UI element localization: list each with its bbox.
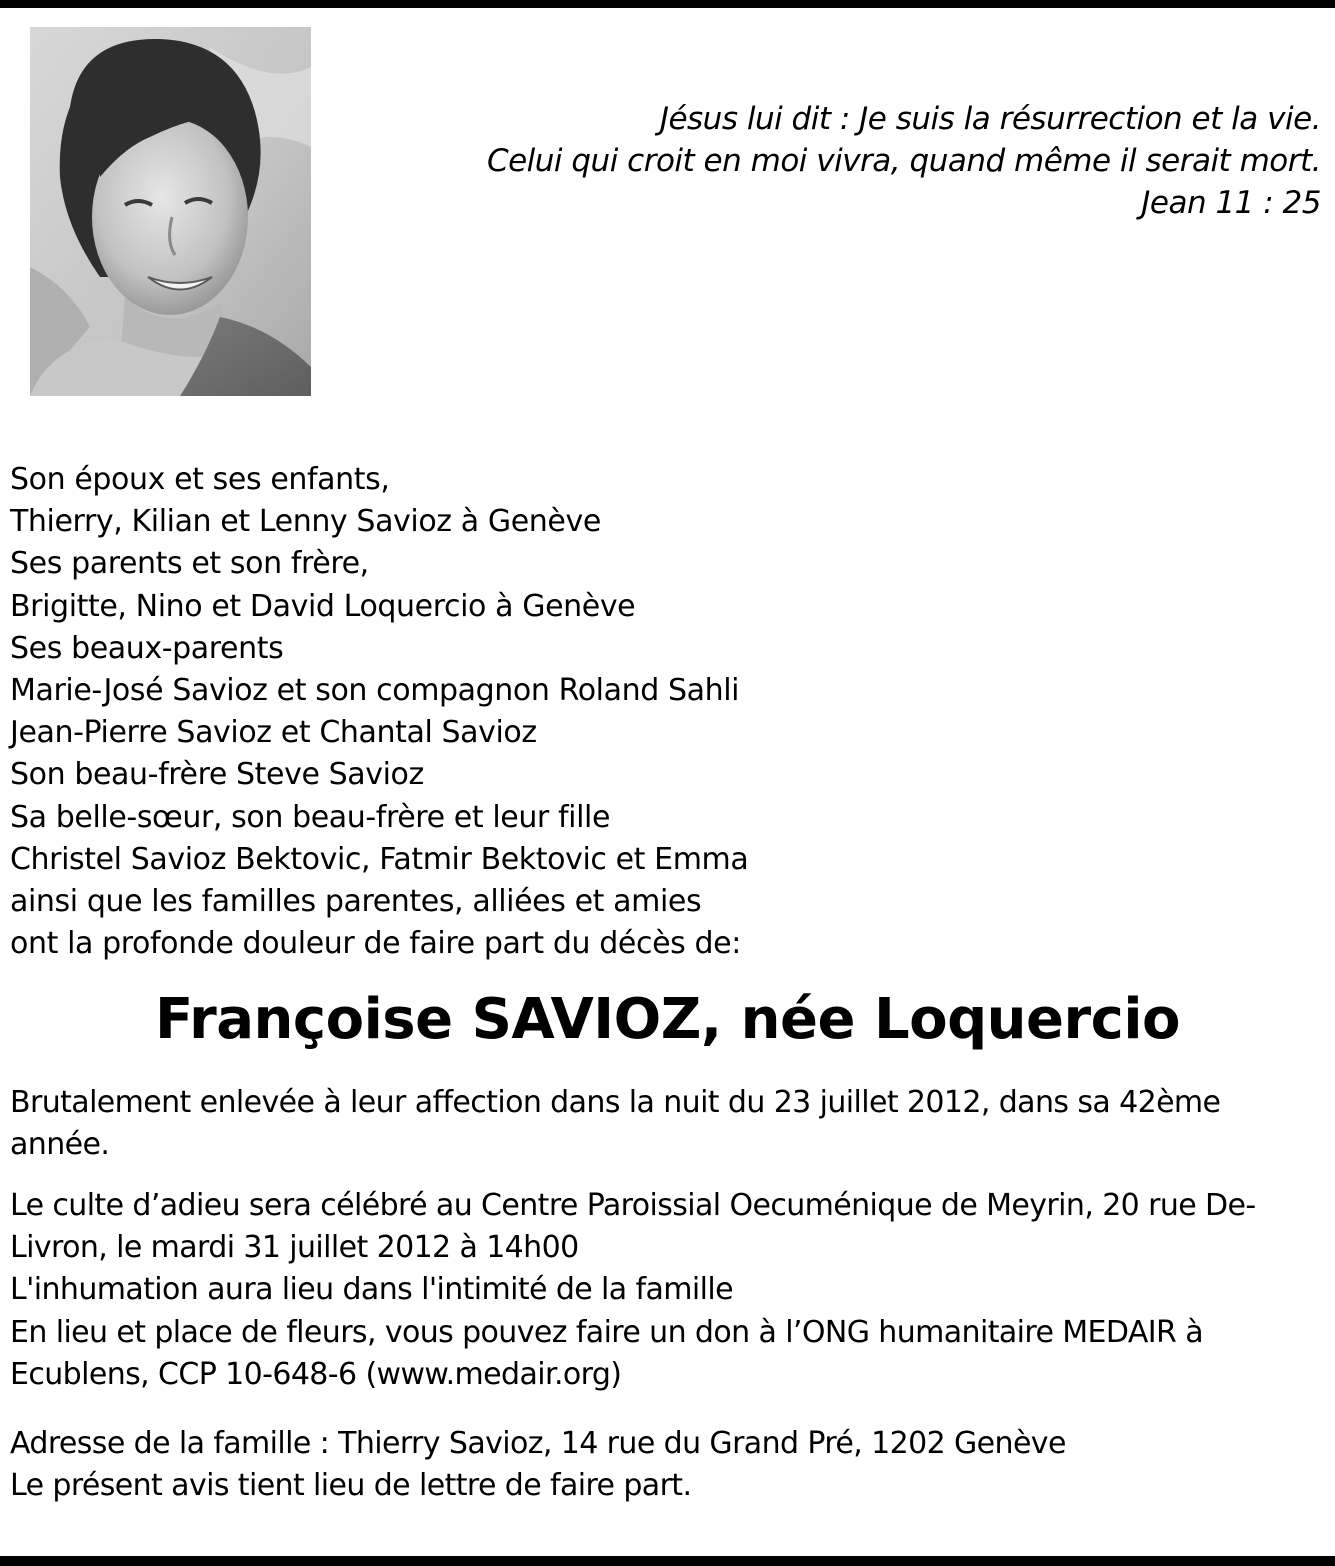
family-line: Son époux et ses enfants, (10, 462, 390, 497)
family-list (10, 459, 748, 965)
service-details (10, 1185, 1330, 1396)
verse-line: Celui qui croit en moi vivra, quand même il serait mort. (486, 143, 1321, 179)
service-line: L'inhumation aura lieu dans l'intimité de la famille (10, 1272, 733, 1308)
notice-line: Brutalement enlevée à leur affection dans la nuit du 23 juillet 2012, dans sa 42ème (10, 1085, 1221, 1120)
bottom-rule (0, 1556, 1335, 1566)
address-line: Le présent avis tient lieu de lettre de faire part. (10, 1468, 692, 1504)
top-rule (0, 0, 1335, 8)
family-address (10, 1423, 1330, 1507)
family-line: ont la profonde douleur de faire part du décès de: (10, 926, 741, 962)
death-notice (10, 1082, 1330, 1166)
family-line: Ses parents et son frère, (10, 546, 369, 582)
portrait-photo (30, 27, 311, 396)
service-line: Ecublens, CCP 10-648-6 (www.medair.org) (10, 1356, 622, 1392)
family-line: Sa belle-sœur, son beau-frère et leur fille (10, 799, 611, 835)
family-line: Ses beaux-parents (10, 630, 284, 666)
family-line: Son beau-frère Steve Savioz (10, 757, 424, 793)
service-line: Livron, le mardi 31 juillet 2012 à 14h00 (10, 1230, 579, 1266)
notice-line: année. (10, 1127, 110, 1163)
verse-reference: Jean 11 : 25 (1141, 185, 1321, 221)
verse-line: Jésus lui dit : Je suis la résurrection et la vie. (659, 101, 1321, 137)
family-line: Thierry, Kilian et Lenny Savioz à Genève (10, 504, 601, 540)
family-line: Jean-Pierre Savioz et Chantal Savioz (10, 715, 537, 751)
family-line: Brigitte, Nino et David Loquercio à Genève (10, 588, 636, 624)
bible-verse (421, 98, 1321, 224)
family-line: Marie-José Savioz et son compagnon Roland Sahli (10, 673, 740, 709)
family-line: Christel Savioz Bektovic, Fatmir Bektovic et Emma (10, 841, 749, 877)
service-line: En lieu et place de fleurs, vous pouvez faire un don à l’ONG humanitaire MEDAIR à (10, 1314, 1203, 1350)
family-line: ainsi que les familles parentes, alliées et amies (10, 884, 702, 920)
service-line: Le culte d’adieu sera célébré au Centre Paroissial Oecuménique de Meyrin, 20 rue De- (10, 1188, 1256, 1223)
address-line: Adresse de la famille : Thierry Savioz, 14 rue du Grand Pré, 1202 Genève (10, 1426, 1066, 1461)
deceased-name: Françoise SAVIOZ, née Loquercio (154, 987, 1181, 1052)
